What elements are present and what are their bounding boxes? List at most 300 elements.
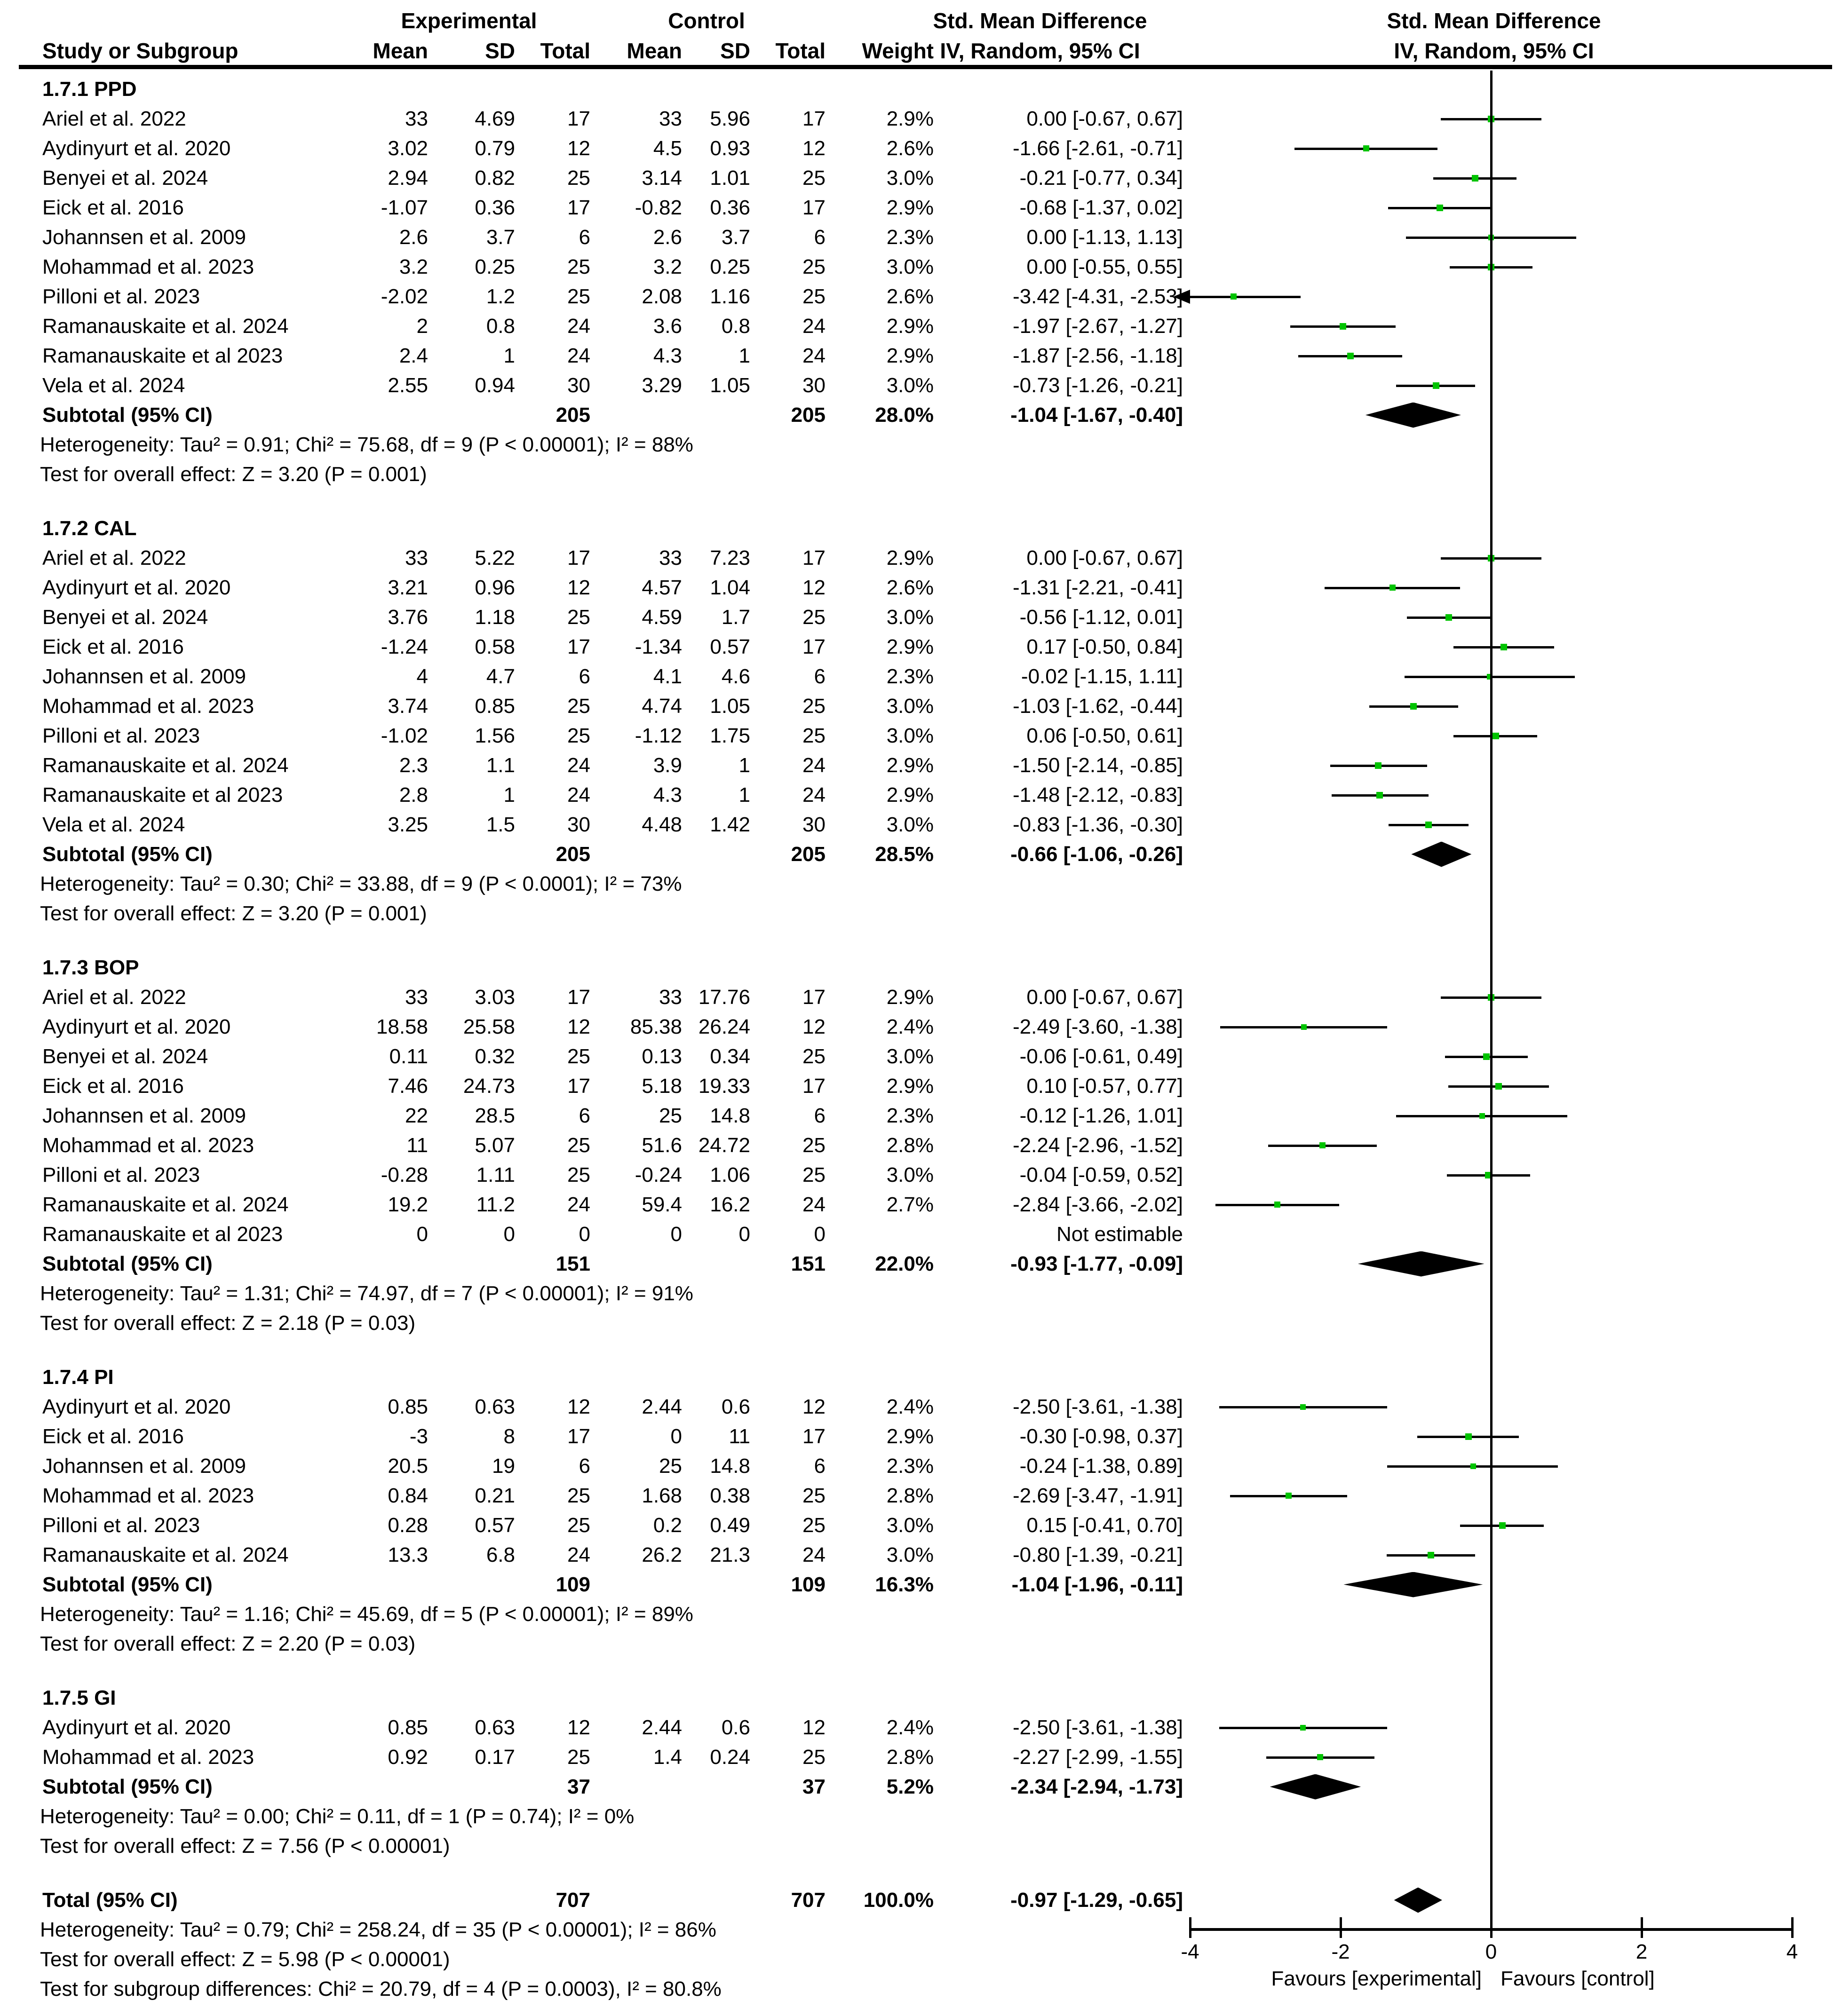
cell-weight: 2.9%	[886, 783, 934, 806]
study-name: Johannsen et al. 2009	[42, 664, 246, 688]
cell-sd_c: 0.49	[710, 1513, 750, 1537]
cell-smd-ci: 0.15 [-0.41, 0.70]	[1026, 1513, 1183, 1537]
cell-n_e: 25	[567, 1484, 590, 1507]
cell-mean_e: 20.5	[388, 1454, 428, 1478]
study-name: Pilloni et al. 2023	[42, 724, 200, 747]
cell-n_c: 12	[802, 1015, 826, 1038]
cell-mean_c: -1.34	[635, 635, 682, 658]
subtotal-n-control: 109	[791, 1573, 826, 1596]
study-name: Ramanauskaite et al. 2024	[42, 1193, 289, 1216]
cell-mean_e: 33	[405, 107, 428, 130]
cell-n_c: 25	[802, 1513, 826, 1537]
cell-n_e: 17	[567, 1424, 590, 1448]
section-heading: 1.7.4 PI	[42, 1365, 114, 1389]
cell-sd_c: 0	[738, 1222, 750, 1246]
cell-sd_c: 26.24	[698, 1015, 750, 1038]
effect-marker	[1472, 175, 1478, 182]
subtotal-weight: 16.3%	[875, 1573, 934, 1596]
cell-mean_e: 19.2	[388, 1193, 428, 1216]
cell-smd-ci: -1.03 [-1.62, -0.44]	[1013, 694, 1183, 718]
cell-n_e: 17	[567, 196, 590, 219]
cell-n_c: 17	[802, 985, 826, 1009]
cell-n_e: 30	[567, 373, 590, 397]
cell-mean_c: 3.9	[653, 753, 682, 777]
cell-sd_c: 0.93	[710, 136, 750, 160]
cell-sd_e: 1	[503, 783, 515, 806]
cell-weight: 2.9%	[886, 107, 934, 130]
study-name: Ramanauskaite et al. 2024	[42, 753, 289, 777]
overall-effect-note: Test for overall effect: Z = 3.20 (P = 0.001)	[40, 462, 427, 486]
subtotal-smd-ci: -0.93 [-1.77, -0.09]	[1010, 1252, 1183, 1275]
cell-mean_e: 0.28	[388, 1513, 428, 1537]
cell-mean_c: 4.48	[642, 813, 682, 836]
cell-mean_e: 0.92	[388, 1745, 428, 1769]
cell-mean_c: -0.82	[635, 196, 682, 219]
ci-line	[1190, 296, 1301, 298]
cell-n_c: 0	[814, 1222, 826, 1246]
cell-n_e: 25	[567, 1044, 590, 1068]
subgroup-differences-note: Test for subgroup differences: Chi² = 20.79, df = 4 (P = 0.0003), I² = 80.8%	[40, 1977, 722, 2000]
overall-effect-note: Test for overall effect: Z = 2.20 (P = 0.03)	[40, 1632, 416, 1655]
cell-mean_e: -1.07	[381, 196, 428, 219]
study-name: Johannsen et al. 2009	[42, 1104, 246, 1127]
effect-marker	[1493, 733, 1499, 739]
cell-n_c: 25	[802, 1163, 826, 1186]
cell-weight: 2.9%	[886, 753, 934, 777]
section-heading: 1.7.3 BOP	[42, 956, 139, 979]
cell-smd-ci: -2.27 [-2.99, -1.55]	[1013, 1745, 1183, 1769]
cell-n_c: 17	[802, 546, 826, 569]
column-total-control: Total	[775, 39, 826, 63]
cell-n_c: 12	[802, 1716, 826, 1739]
cell-weight: 2.3%	[886, 225, 934, 249]
cell-weight: 3.0%	[886, 1163, 934, 1186]
total-weight: 100.0%	[863, 1888, 934, 1912]
cell-mean_e: 3.25	[388, 813, 428, 836]
cell-smd-ci: -3.42 [-4.31, -2.53]	[1013, 285, 1183, 308]
cell-mean_c: 33	[659, 546, 682, 569]
cell-n_e: 17	[567, 635, 590, 658]
cell-weight: 2.7%	[886, 1193, 934, 1216]
cell-n_c: 25	[802, 694, 826, 718]
cell-mean_c: 26.2	[642, 1543, 682, 1566]
cell-mean_e: -1.02	[381, 724, 428, 747]
cell-smd-ci: -0.68 [-1.37, 0.02]	[1019, 196, 1183, 219]
cell-sd_e: 0.8	[486, 314, 515, 338]
cell-n_e: 25	[567, 1133, 590, 1157]
cell-sd_e: 1.2	[486, 285, 515, 308]
cell-weight: 2.6%	[886, 285, 934, 308]
cell-mean_c: 2.6	[653, 225, 682, 249]
cell-sd_c: 17.76	[698, 985, 750, 1009]
heterogeneity-note: Heterogeneity: Tau² = 0.91; Chi² = 75.68, df = 9 (P < 0.00001); I² = 88%	[40, 433, 693, 456]
cell-weight: 2.6%	[886, 136, 934, 160]
cell-n_c: 6	[814, 1104, 826, 1127]
cell-mean_e: 0.11	[389, 1044, 428, 1068]
column-mean-experimental: Mean	[373, 39, 428, 63]
study-name: Mohammad et al. 2023	[42, 1745, 254, 1769]
cell-mean_c: 3.6	[653, 314, 682, 338]
cell-sd_c: 1.7	[721, 605, 750, 629]
total-label: Total (95% CI)	[42, 1888, 178, 1912]
study-name: Mohammad et al. 2023	[42, 1484, 254, 1507]
cell-n_c: 25	[802, 1044, 826, 1068]
cell-weight: 3.0%	[886, 694, 934, 718]
axis-tick	[1189, 1917, 1191, 1938]
cell-smd-ci: -2.24 [-2.96, -1.52]	[1013, 1133, 1183, 1157]
cell-n_c: 6	[814, 664, 826, 688]
cell-mean_c: 0	[670, 1424, 682, 1448]
cell-sd_e: 8	[503, 1424, 515, 1448]
subtotal-n-experimental: 205	[556, 403, 590, 427]
effect-marker	[1495, 1083, 1502, 1090]
column-total-experimental: Total	[540, 39, 590, 63]
cell-smd-ci: -0.83 [-1.36, -0.30]	[1013, 813, 1183, 836]
cell-sd_e: 0.63	[475, 1395, 515, 1418]
cell-mean_c: 0.13	[642, 1044, 682, 1068]
cell-mean_c: 2.44	[642, 1395, 682, 1418]
cell-mean_c: 25	[659, 1104, 682, 1127]
cell-mean_e: 33	[405, 546, 428, 569]
cell-weight: 3.0%	[886, 724, 934, 747]
cell-smd-ci: 0.17 [-0.50, 0.84]	[1026, 635, 1183, 658]
cell-n_c: 25	[802, 1133, 826, 1157]
cell-mean_c: 59.4	[642, 1193, 682, 1216]
cell-smd-ci: -0.06 [-0.61, 0.49]	[1019, 1044, 1183, 1068]
study-name: Eick et al. 2016	[42, 196, 184, 219]
cell-n_e: 24	[567, 783, 590, 806]
axis-tick	[1490, 1917, 1493, 1938]
cell-n_e: 6	[579, 664, 590, 688]
study-name: Benyei et al. 2024	[42, 605, 208, 629]
axis-tick-label: 0	[1485, 1940, 1497, 1963]
cell-sd_c: 11	[729, 1424, 750, 1448]
cell-smd-ci: -1.87 [-2.56, -1.18]	[1013, 344, 1183, 367]
cell-weight: 2.9%	[886, 196, 934, 219]
cell-mean_c: 4.59	[642, 605, 682, 629]
cell-sd_e: 0.32	[475, 1044, 515, 1068]
axis-tick	[1641, 1917, 1643, 1938]
cell-n_c: 24	[802, 783, 826, 806]
axis-tick-label: 2	[1636, 1940, 1648, 1963]
cell-mean_c: 5.18	[642, 1074, 682, 1098]
subtotal-label: Subtotal (95% CI)	[42, 403, 213, 427]
study-name: Ramanauskaite et al. 2024	[42, 314, 289, 338]
ci-arrow-left-icon	[1173, 290, 1190, 304]
cell-weight: 2.4%	[886, 1015, 934, 1038]
cell-mean_e: 13.3	[388, 1543, 428, 1566]
subtotal-n-control: 205	[791, 842, 826, 866]
cell-n_c: 24	[802, 753, 826, 777]
smd-column-subtitle: IV, Random, 95% CI	[940, 39, 1140, 63]
cell-smd-ci: -0.56 [-1.12, 0.01]	[1019, 605, 1183, 629]
cell-mean_e: 0	[416, 1222, 428, 1246]
heterogeneity-note: Heterogeneity: Tau² = 1.16; Chi² = 45.69, df = 5 (P < 0.00001); I² = 89%	[40, 1602, 693, 1626]
cell-sd_c: 19.33	[698, 1074, 750, 1098]
total-diamond	[1394, 1888, 1442, 1913]
cell-sd_c: 1.16	[710, 285, 750, 308]
cell-sd_e: 0.25	[475, 255, 515, 278]
effect-marker	[1347, 353, 1354, 359]
cell-sd_e: 3.03	[475, 985, 515, 1009]
cell-n_e: 17	[567, 1074, 590, 1098]
axis-label-favours-control: Favours [control]	[1501, 1967, 1655, 1990]
cell-mean_e: 3.02	[388, 136, 428, 160]
effect-marker	[1501, 644, 1507, 650]
cell-smd-ci: -0.04 [-0.59, 0.52]	[1019, 1163, 1183, 1186]
cell-n_c: 25	[802, 724, 826, 747]
study-name: Vela et al. 2024	[42, 813, 185, 836]
subtotal-diamond	[1270, 1774, 1361, 1800]
cell-weight: 3.0%	[886, 605, 934, 629]
effect-marker	[1376, 792, 1383, 798]
smd-column-title: Std. Mean Difference	[933, 8, 1147, 33]
cell-smd-ci: -0.12 [-1.26, 1.01]	[1019, 1104, 1183, 1127]
cell-smd-ci: -0.21 [-0.77, 0.34]	[1019, 166, 1183, 190]
cell-sd_c: 0.8	[721, 314, 750, 338]
cell-n_c: 30	[802, 813, 826, 836]
cell-sd_e: 0.17	[475, 1745, 515, 1769]
subtotal-smd-ci: -0.66 [-1.06, -0.26]	[1010, 842, 1183, 866]
cell-smd-ci: -0.02 [-1.15, 1.11]	[1021, 664, 1183, 688]
subtotal-n-experimental: 37	[567, 1775, 590, 1798]
cell-mean_e: 0.85	[388, 1716, 428, 1739]
column-group-control: Control	[668, 8, 745, 33]
cell-weight: 2.3%	[886, 664, 934, 688]
cell-n_e: 12	[567, 1395, 590, 1418]
effect-marker	[1428, 1552, 1434, 1558]
cell-n_e: 25	[567, 724, 590, 747]
heterogeneity-note: Heterogeneity: Tau² = 0.30; Chi² = 33.88, df = 9 (P < 0.0001); I² = 73%	[40, 872, 682, 895]
cell-sd_c: 1	[738, 344, 750, 367]
cell-n_e: 6	[579, 225, 590, 249]
cell-smd-ci: -0.80 [-1.39, -0.21]	[1013, 1543, 1183, 1566]
cell-n_c: 25	[802, 1745, 826, 1769]
cell-smd-ci: 0.10 [-0.57, 0.77]	[1026, 1074, 1183, 1098]
subtotal-diamond	[1411, 842, 1471, 867]
cell-sd_e: 1.1	[486, 753, 515, 777]
cell-sd_e: 0.58	[475, 635, 515, 658]
subtotal-n-control: 37	[802, 1775, 826, 1798]
cell-sd_c: 1.05	[710, 694, 750, 718]
cell-smd-ci: 0.00 [-0.55, 0.55]	[1026, 255, 1183, 278]
cell-weight: 2.9%	[886, 546, 934, 569]
cell-n_e: 24	[567, 314, 590, 338]
subtotal-weight: 5.2%	[886, 1775, 934, 1798]
effect-marker	[1300, 1404, 1306, 1410]
cell-mean_c: -0.24	[635, 1163, 682, 1186]
effect-marker	[1437, 205, 1443, 211]
cell-sd_c: 0.6	[721, 1716, 750, 1739]
total-n-control: 707	[791, 1888, 826, 1912]
cell-smd-ci: -1.48 [-2.12, -0.83]	[1013, 783, 1183, 806]
cell-n_e: 6	[579, 1104, 590, 1127]
cell-mean_e: 3.21	[388, 576, 428, 599]
cell-n_c: 30	[802, 373, 826, 397]
subtotal-smd-ci: -1.04 [-1.67, -0.40]	[1010, 403, 1183, 427]
cell-sd_c: 0.57	[710, 635, 750, 658]
study-name: Pilloni et al. 2023	[42, 1513, 200, 1537]
cell-mean_e: 2.94	[388, 166, 428, 190]
cell-n_e: 25	[567, 1163, 590, 1186]
cell-weight: 2.4%	[886, 1395, 934, 1418]
cell-sd_c: 4.6	[721, 664, 750, 688]
cell-n_c: 12	[802, 136, 826, 160]
section-heading: 1.7.2 CAL	[42, 516, 137, 540]
axis-tick-label: 4	[1786, 1940, 1798, 1963]
cell-n_e: 30	[567, 813, 590, 836]
effect-marker	[1375, 762, 1381, 769]
cell-mean_c: 4.1	[653, 664, 682, 688]
study-name: Mohammad et al. 2023	[42, 1133, 254, 1157]
cell-weight: 2.8%	[886, 1484, 934, 1507]
effect-marker	[1317, 1754, 1323, 1760]
study-name: Aydinyurt et al. 2020	[42, 1015, 231, 1038]
study-name: Eick et al. 2016	[42, 1074, 184, 1098]
cell-n_e: 24	[567, 344, 590, 367]
cell-weight: 3.0%	[886, 1543, 934, 1566]
cell-n_e: 17	[567, 985, 590, 1009]
cell-mean_e: 7.46	[388, 1074, 428, 1098]
cell-n_c: 24	[802, 1193, 826, 1216]
cell-sd_e: 1.56	[475, 724, 515, 747]
cell-mean_c: 3.14	[642, 166, 682, 190]
cell-mean_e: 2.6	[399, 225, 428, 249]
study-name: Benyei et al. 2024	[42, 166, 208, 190]
study-name: Johannsen et al. 2009	[42, 1454, 246, 1478]
section-heading: 1.7.5 GI	[42, 1686, 116, 1709]
cell-mean_c: 1.68	[642, 1484, 682, 1507]
study-name: Mohammad et al. 2023	[42, 255, 254, 278]
cell-sd_c: 24.72	[698, 1133, 750, 1157]
study-name: Ariel et al. 2022	[42, 546, 186, 569]
subtotal-label: Subtotal (95% CI)	[42, 842, 213, 866]
effect-marker	[1465, 1433, 1472, 1440]
cell-n_c: 25	[802, 255, 826, 278]
cell-mean_c: 4.5	[653, 136, 682, 160]
subtotal-weight: 28.0%	[875, 403, 934, 427]
cell-mean_c: 4.3	[653, 344, 682, 367]
cell-sd_e: 0.63	[475, 1716, 515, 1739]
cell-smd-ci: -2.69 [-3.47, -1.91]	[1013, 1484, 1183, 1507]
zero-line	[1490, 71, 1493, 1929]
column-group-experimental: Experimental	[401, 8, 537, 33]
effect-marker	[1483, 1053, 1490, 1060]
cell-n_e: 25	[567, 1745, 590, 1769]
cell-n_e: 24	[567, 753, 590, 777]
overall-effect-note: Test for overall effect: Z = 7.56 (P < 0.00001)	[40, 1834, 450, 1858]
study-name: Aydinyurt et al. 2020	[42, 136, 231, 160]
study-name: Ariel et al. 2022	[42, 107, 186, 130]
cell-mean_c: 2.08	[642, 285, 682, 308]
cell-mean_e: 3.76	[388, 605, 428, 629]
cell-mean_c: 85.38	[630, 1015, 682, 1038]
axis-tick-label: -2	[1331, 1940, 1350, 1963]
cell-smd-ci: -1.31 [-2.21, -0.41]	[1013, 576, 1183, 599]
cell-sd_e: 3.7	[486, 225, 515, 249]
total-heterogeneity-note: Heterogeneity: Tau² = 0.79; Chi² = 258.24, df = 35 (P < 0.00001); I² = 86%	[40, 1918, 716, 1941]
subtotal-diamond	[1343, 1572, 1483, 1597]
study-name: Ramanauskaite et al 2023	[42, 783, 283, 806]
cell-mean_e: -3	[409, 1424, 428, 1448]
study-name: Pilloni et al. 2023	[42, 1163, 200, 1186]
cell-sd_c: 1.04	[710, 576, 750, 599]
effect-marker	[1319, 1142, 1326, 1148]
cell-weight: 2.8%	[886, 1133, 934, 1157]
cell-sd_e: 0	[503, 1222, 515, 1246]
total-n-experimental: 707	[556, 1888, 590, 1912]
study-name: Benyei et al. 2024	[42, 1044, 208, 1068]
plot-column-title: Std. Mean Difference	[1387, 8, 1601, 33]
cell-weight: 3.0%	[886, 1513, 934, 1537]
cell-mean_c: 4.74	[642, 694, 682, 718]
cell-sd_c: 1.75	[710, 724, 750, 747]
cell-sd_c: 0.6	[721, 1395, 750, 1418]
cell-n_c: 17	[802, 1424, 826, 1448]
cell-n_e: 6	[579, 1454, 590, 1478]
cell-weight: 2.3%	[886, 1104, 934, 1127]
cell-weight: 3.0%	[886, 166, 934, 190]
cell-n_e: 25	[567, 285, 590, 308]
cell-smd-ci: 0.00 [-0.67, 0.67]	[1026, 107, 1183, 130]
cell-n_e: 12	[567, 136, 590, 160]
cell-weight: 2.9%	[886, 985, 934, 1009]
study-name: Aydinyurt et al. 2020	[42, 576, 231, 599]
subtotal-n-experimental: 205	[556, 842, 590, 866]
cell-mean_e: 0.84	[388, 1484, 428, 1507]
cell-sd_e: 24.73	[463, 1074, 515, 1098]
effect-marker	[1445, 614, 1452, 621]
subtotal-label: Subtotal (95% CI)	[42, 1573, 213, 1596]
column-weight: Weight	[862, 39, 934, 63]
study-name: Ariel et al. 2022	[42, 985, 186, 1009]
effect-marker	[1389, 585, 1396, 591]
cell-mean_e: 2.55	[388, 373, 428, 397]
cell-weight: 2.8%	[886, 1745, 934, 1769]
cell-n_c: 25	[802, 285, 826, 308]
subtotal-label: Subtotal (95% CI)	[42, 1775, 213, 1798]
cell-sd_c: 1	[738, 753, 750, 777]
cell-sd_e: 6.8	[486, 1543, 515, 1566]
cell-sd_c: 1.42	[710, 813, 750, 836]
cell-weight: 3.0%	[886, 373, 934, 397]
overall-effect-note: Test for overall effect: Z = 2.18 (P = 0.03)	[40, 1311, 416, 1335]
study-name: Johannsen et al. 2009	[42, 225, 246, 249]
cell-sd_e: 1	[503, 344, 515, 367]
cell-n_e: 17	[567, 107, 590, 130]
cell-weight: 3.0%	[886, 813, 934, 836]
effect-marker	[1410, 703, 1417, 710]
cell-mean_e: -2.02	[381, 285, 428, 308]
cell-weight: 3.0%	[886, 255, 934, 278]
cell-sd_e: 28.5	[475, 1104, 515, 1127]
cell-n_e: 12	[567, 576, 590, 599]
effect-marker	[1300, 1725, 1306, 1731]
cell-mean_c: 2.44	[642, 1716, 682, 1739]
plot-column-subtitle: IV, Random, 95% CI	[1394, 39, 1594, 63]
cell-n_c: 17	[802, 107, 826, 130]
column-sd-control: SD	[720, 39, 750, 63]
effect-marker	[1340, 323, 1346, 330]
study-name: Pilloni et al. 2023	[42, 285, 200, 308]
cell-mean_c: 4.3	[653, 783, 682, 806]
cell-n_e: 24	[567, 1543, 590, 1566]
cell-mean_e: -0.28	[381, 1163, 428, 1186]
axis-tick	[1340, 1917, 1342, 1938]
cell-sd_e: 25.58	[463, 1015, 515, 1038]
study-name: Ramanauskaite et al 2023	[42, 1222, 283, 1246]
subtotal-n-experimental: 151	[556, 1252, 590, 1275]
